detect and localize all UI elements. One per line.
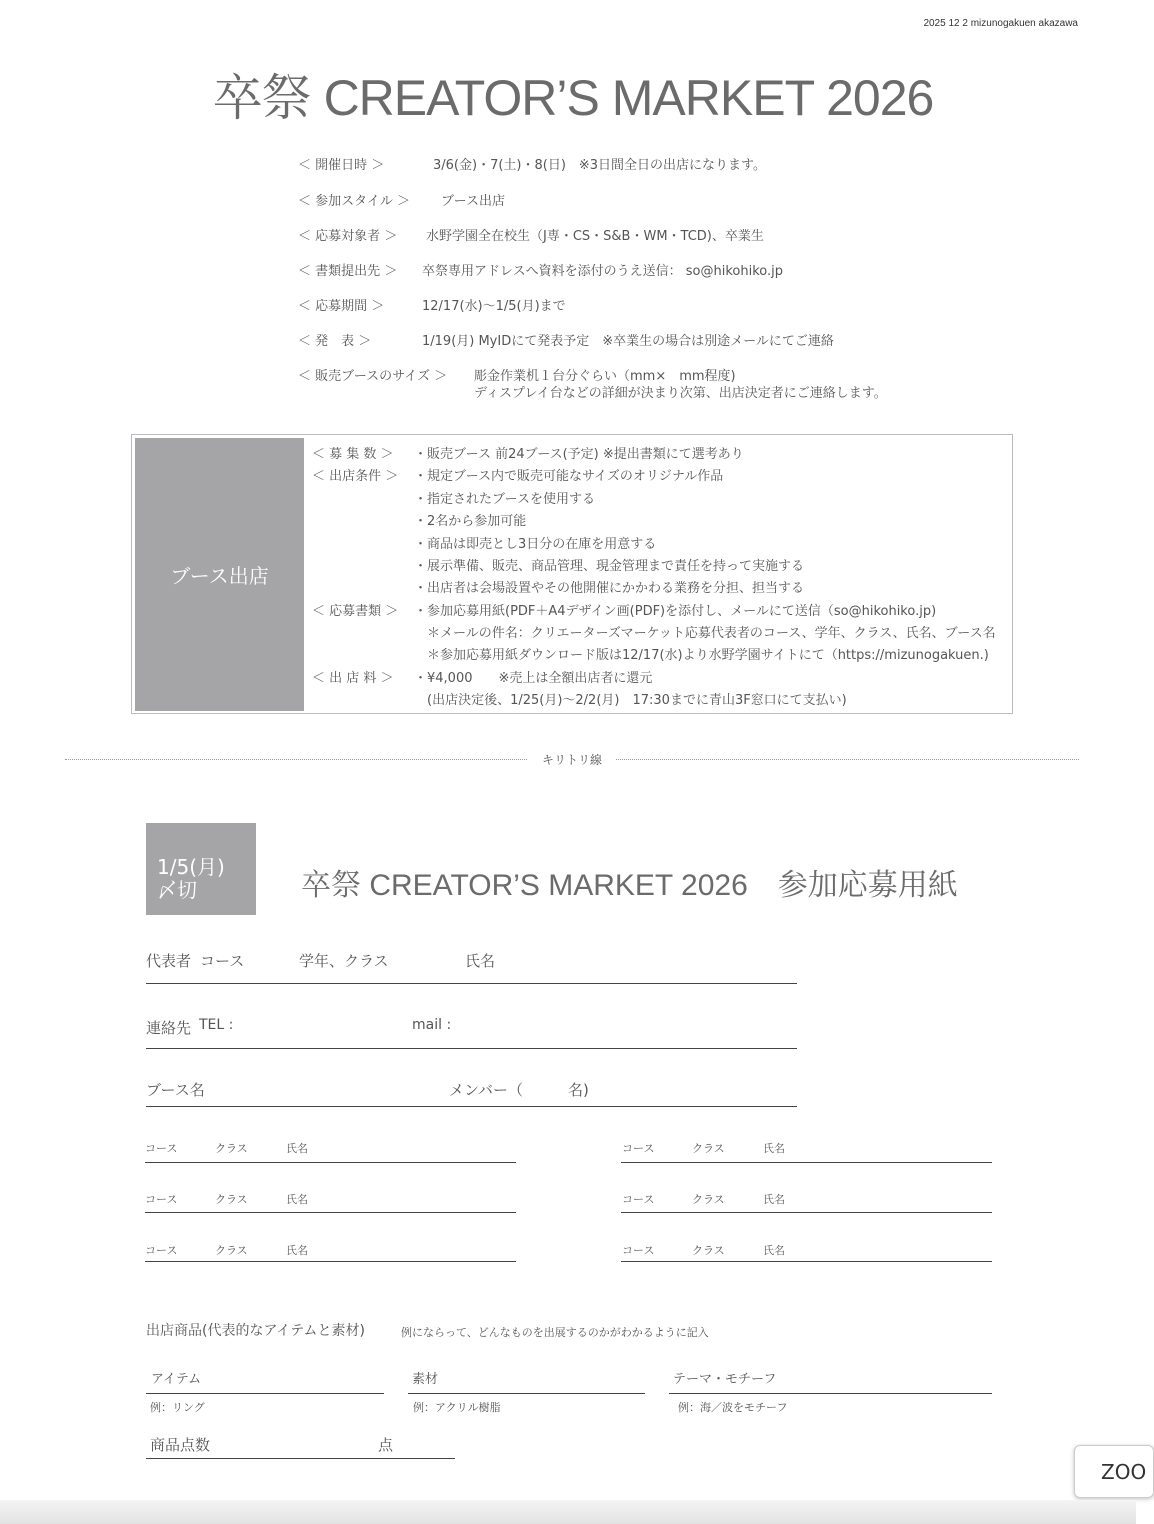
deadline-badge [146, 823, 256, 915]
rep-name-label: 氏名 [465, 952, 496, 970]
booth-line-label: ＜ 出 店 料 ＞ [312, 671, 394, 686]
rep-input-line[interactable] [146, 983, 797, 984]
info-row-booth-size: ＜ 販売ブースのサイズ ＞ 彫金作業机１台分ぐらい（mm× mm程度) ディスプレイ台などの詳細が決まり次第、出店決定者にご連絡します。 [298, 369, 887, 401]
member-input-line[interactable] [621, 1162, 992, 1163]
member-input-line[interactable] [145, 1162, 516, 1163]
zoom-button[interactable]: ZOO [1074, 1445, 1154, 1498]
booth-line-value: ・参加応募用紙(PDF＋A4デザイン画(PDF)を添付し、メールにて送信（so@hikohiko.jp) [414, 604, 937, 619]
products-heading: 出店商品(代表的なアイテムと素材) [146, 1323, 365, 1339]
booth-line-value: ・指定されたブースを使用する [414, 492, 595, 507]
booth-line-value: (出店決定後、1/25(月)〜2/2(月) 17:30までに青山3F窓口にて支払い) [414, 693, 847, 708]
member-input-line[interactable] [621, 1212, 992, 1213]
member-input-line[interactable] [145, 1212, 516, 1213]
document-meta: 2025 12 2 mizunogakuen akazawa [923, 18, 1078, 29]
booth-line-value: ・展示準備、販売、商品管理、現金管理まで責任を持って実施する [414, 559, 805, 574]
count-input-line[interactable] [146, 1458, 455, 1459]
member-input-line[interactable] [621, 1261, 992, 1262]
material-input-line[interactable] [408, 1393, 645, 1394]
booth-line-value: ＊参加応募用紙ダウンロード版は12/17(水)より水野学園サイトにて（https://mizunogakuen.) [414, 648, 989, 663]
form-title: 卒祭 CREATOR’S MARKET 2026 参加応募用紙 [301, 869, 958, 902]
material-example: 例：アクリル樹脂 [413, 1401, 501, 1414]
member-class-label: クラス [215, 1193, 248, 1206]
booth-line-label: ＜ 応募書類 ＞ [312, 604, 399, 619]
deadline-text: 〆切 [157, 878, 197, 902]
viewer-bottom-bar [0, 1500, 1136, 1524]
info-row-dates: ＜ 開催日時 ＞ 3/6(金)・7(土)・8(日) ※3日間全日の出店になります。 [298, 158, 767, 173]
contact-label: 連絡先 [146, 1019, 192, 1037]
member-name-label: 氏名 [763, 1142, 785, 1155]
info-row-submission: ＜ 書類提出先 ＞ 卒祭専用アドレスへ資料を添付のうえ送信： so@hikohiko.jp [298, 264, 783, 279]
booth-line-label: ＜ 募 集 数 ＞ [312, 447, 394, 462]
member-name-label: 氏名 [286, 1193, 308, 1206]
rep-course-label: コース [200, 952, 245, 970]
cut-line-label: キリトリ線 [528, 751, 616, 768]
info-row-eligibility: ＜ 応募対象者 ＞ 水野学園全在校生（J専・CS・S&B・WM・TCD)、卒業生 [298, 229, 764, 244]
booth-line-value: ＊メールの件名：クリエーターズマーケット応募代表者のコース、学年、クラス、氏名、ブース名 [414, 626, 996, 641]
member-course-label: コース [622, 1142, 655, 1155]
count-unit: 点 [378, 1436, 394, 1454]
member-class-label: クラス [215, 1142, 248, 1155]
booth-line-label: ＜ 出店条件 ＞ [312, 469, 399, 484]
booth-line-value: ・規定ブース内で販売可能なサイズのオリジナル作品 [414, 469, 724, 484]
member-class-label: クラス [215, 1244, 248, 1257]
member-course-label: コース [145, 1142, 178, 1155]
page-title: 卒祭 CREATOR’S MARKET 2026 [212, 70, 934, 126]
contact-input-line[interactable] [146, 1048, 797, 1049]
member-name-label: 氏名 [286, 1244, 308, 1257]
member-name-label: 氏名 [763, 1244, 785, 1257]
booth-section-label: ブース出店 [135, 438, 304, 711]
theme-input-line[interactable] [669, 1393, 992, 1394]
rep-label: 代表者 [146, 952, 192, 970]
tel-label: TEL : [199, 1017, 234, 1033]
item-input-line[interactable] [146, 1393, 384, 1394]
booth-name-label: ブース名 [146, 1081, 205, 1099]
info-row-announcement: ＜ 発 表 ＞ 1/19(月) MyIDにて発表予定 ※卒業生の場合は別途メールにてご連絡 [298, 334, 834, 349]
member-name-label: 氏名 [286, 1142, 308, 1155]
booth-line-value: ・¥4,000 ※売上は全額出店者に還元 [414, 671, 653, 686]
item-example: 例：リング [150, 1401, 205, 1414]
member-course-label: コース [622, 1193, 655, 1206]
material-label: 素材 [412, 1372, 439, 1387]
member-name-label: 氏名 [763, 1193, 785, 1206]
booth-line-value: ・商品は即売とし3日分の在庫を用意する [414, 537, 657, 552]
item-label: アイテム [151, 1372, 202, 1387]
booth-line-value: ・販売ブース 前24ブース(予定) ※提出書類にて選考あり [414, 447, 744, 462]
member-course-label: コース [622, 1244, 655, 1257]
member-class-label: クラス [692, 1244, 725, 1257]
count-label: 商品点数 [150, 1436, 211, 1454]
info-row-style: ＜ 参加スタイル ＞ ブース出店 [298, 194, 505, 209]
mail-label: mail : [412, 1017, 452, 1033]
member-class-label: クラス [692, 1193, 725, 1206]
members-label: メンバー（ 名) [449, 1081, 589, 1099]
booth-line-value: ・2名から参加可能 [414, 514, 527, 529]
deadline-date: 1/5(月) [157, 855, 225, 879]
theme-example: 例：海／波をモチーフ [678, 1401, 788, 1414]
member-course-label: コース [145, 1193, 178, 1206]
theme-label: テーマ・モチーフ [673, 1372, 777, 1387]
info-row-period: ＜ 応募期間 ＞ 12/17(水)〜1/5(月)まで [298, 299, 566, 314]
rep-grade-label: 学年、クラス [299, 952, 389, 970]
booth-requirements-box [131, 434, 1013, 714]
booth-input-line[interactable] [146, 1106, 797, 1107]
member-course-label: コース [145, 1244, 178, 1257]
member-input-line[interactable] [145, 1261, 516, 1262]
booth-line-value: ・出店者は会場設置やその他開催にかかわる業務を分担、担当する [414, 581, 805, 596]
products-note: 例にならって、どんなものを出展するのかがわかるように記入 [401, 1326, 709, 1339]
member-class-label: クラス [692, 1142, 725, 1155]
